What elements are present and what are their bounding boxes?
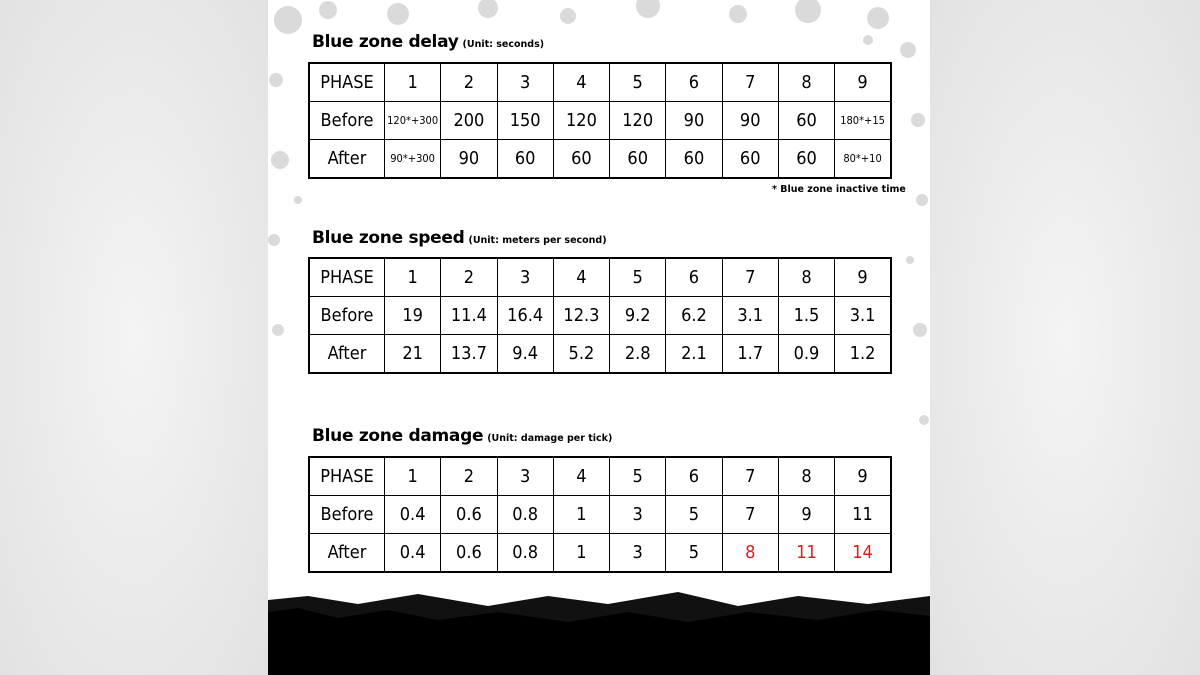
table-cell: 1 [553,496,609,534]
table-cell: 16.4 [497,297,553,335]
table-row [309,297,891,335]
table-cell: 21 [385,335,441,374]
table-cell: 60 [666,140,722,179]
phase-header-cell: 6 [666,457,722,496]
table-cell: 90*+300 [385,140,441,179]
table-cell: 0.4 [385,496,441,534]
table-cell: 2.8 [610,335,666,374]
content-panel [268,0,930,675]
speed-heading [312,228,607,248]
row-label-cell: After [309,140,385,179]
damage-title: Blue zone damage [312,426,484,446]
row-label-cell: After [309,335,385,374]
table-cell: 0.6 [441,496,497,534]
phase-header-cell: 9 [835,457,891,496]
phase-header-cell: 1 [385,457,441,496]
table-cell: 60 [778,102,834,140]
table-cell: 7 [722,496,778,534]
phase-header-cell: 5 [610,457,666,496]
table-cell: 80*+10 [835,140,891,179]
phase-header-cell: 5 [610,63,666,102]
table-cell: 90 [666,102,722,140]
header-row [309,457,891,496]
table-cell: 60 [610,140,666,179]
phase-header-cell: 1 [385,63,441,102]
table-cell: 1.7 [722,335,778,374]
delay-footnote: * Blue zone inactive time [772,184,906,195]
delay-unit: (Unit: seconds) [462,39,545,50]
row-label-cell: Before [309,102,385,140]
table-cell: 5 [666,496,722,534]
table-row [309,140,891,179]
table-row [309,335,891,374]
table-cell: 200 [441,102,497,140]
delay-table [308,62,892,179]
table-cell: 11.4 [441,297,497,335]
phase-header-cell: 2 [441,457,497,496]
header-label-cell: PHASE [309,258,385,297]
table-cell: 120 [610,102,666,140]
phase-header-cell: 7 [722,63,778,102]
table-cell: 1.2 [835,335,891,374]
row-label-cell: After [309,534,385,573]
phase-header-cell: 9 [835,63,891,102]
table-cell: 60 [778,140,834,179]
table-cell: 60 [553,140,609,179]
speed-title: Blue zone speed [312,228,465,248]
table-cell: 120 [553,102,609,140]
table-cell: 13.7 [441,335,497,374]
damage-unit: (Unit: damage per tick) [487,433,613,444]
row-label-cell: Before [309,496,385,534]
row-label-cell: Before [309,297,385,335]
table-cell: 3 [610,496,666,534]
table-cell: 150 [497,102,553,140]
phase-header-cell: 2 [441,63,497,102]
table-cell: 60 [722,140,778,179]
table-cell: 5.2 [553,335,609,374]
table-cell: 9.2 [610,297,666,335]
phase-header-cell: 2 [441,258,497,297]
table-cell: 0.8 [497,534,553,573]
phase-header-cell: 4 [553,258,609,297]
header-row [309,63,891,102]
header-label-cell: PHASE [309,457,385,496]
table-cell: 90 [722,102,778,140]
table-cell: 12.3 [553,297,609,335]
table-cell: 14 [835,534,891,573]
table-cell: 19 [385,297,441,335]
background-right [930,0,1200,675]
delay-title: Blue zone delay [312,32,459,52]
damage-heading [312,426,612,446]
damage-table [308,456,892,573]
phase-header-cell: 9 [835,258,891,297]
table-cell: 6.2 [666,297,722,335]
table-cell: 0.4 [385,534,441,573]
phase-header-cell: 4 [553,457,609,496]
table-cell: 3.1 [835,297,891,335]
phase-header-cell: 8 [778,63,834,102]
phase-header-cell: 4 [553,63,609,102]
table-row [309,534,891,573]
table-cell: 0.9 [778,335,834,374]
table-cell: 0.8 [497,496,553,534]
table-row [309,496,891,534]
phase-header-cell: 3 [497,258,553,297]
header-row [309,258,891,297]
table-cell: 3 [610,534,666,573]
speed-table [308,257,892,374]
table-cell: 2.1 [666,335,722,374]
table-cell: 3.1 [722,297,778,335]
table-row [309,102,891,140]
table-cell: 11 [778,534,834,573]
phase-header-cell: 1 [385,258,441,297]
bottom-band [268,632,930,675]
phase-header-cell: 7 [722,258,778,297]
table-cell: 60 [497,140,553,179]
phase-header-cell: 5 [610,258,666,297]
table-cell: 9 [778,496,834,534]
phase-header-cell: 6 [666,63,722,102]
table-cell: 120*+300 [385,102,441,140]
table-cell: 11 [835,496,891,534]
table-cell: 8 [722,534,778,573]
phase-header-cell: 3 [497,457,553,496]
phase-header-cell: 8 [778,457,834,496]
table-cell: 5 [666,534,722,573]
table-cell: 1.5 [778,297,834,335]
table-cell: 9.4 [497,335,553,374]
speed-unit: (Unit: meters per second) [468,235,607,246]
background-left [0,0,268,675]
table-cell: 1 [553,534,609,573]
header-label-cell: PHASE [309,63,385,102]
phase-header-cell: 7 [722,457,778,496]
table-cell: 90 [441,140,497,179]
table-cell: 180*+15 [835,102,891,140]
phase-header-cell: 8 [778,258,834,297]
delay-heading [312,32,544,52]
table-cell: 0.6 [441,534,497,573]
phase-header-cell: 3 [497,63,553,102]
phase-header-cell: 6 [666,258,722,297]
